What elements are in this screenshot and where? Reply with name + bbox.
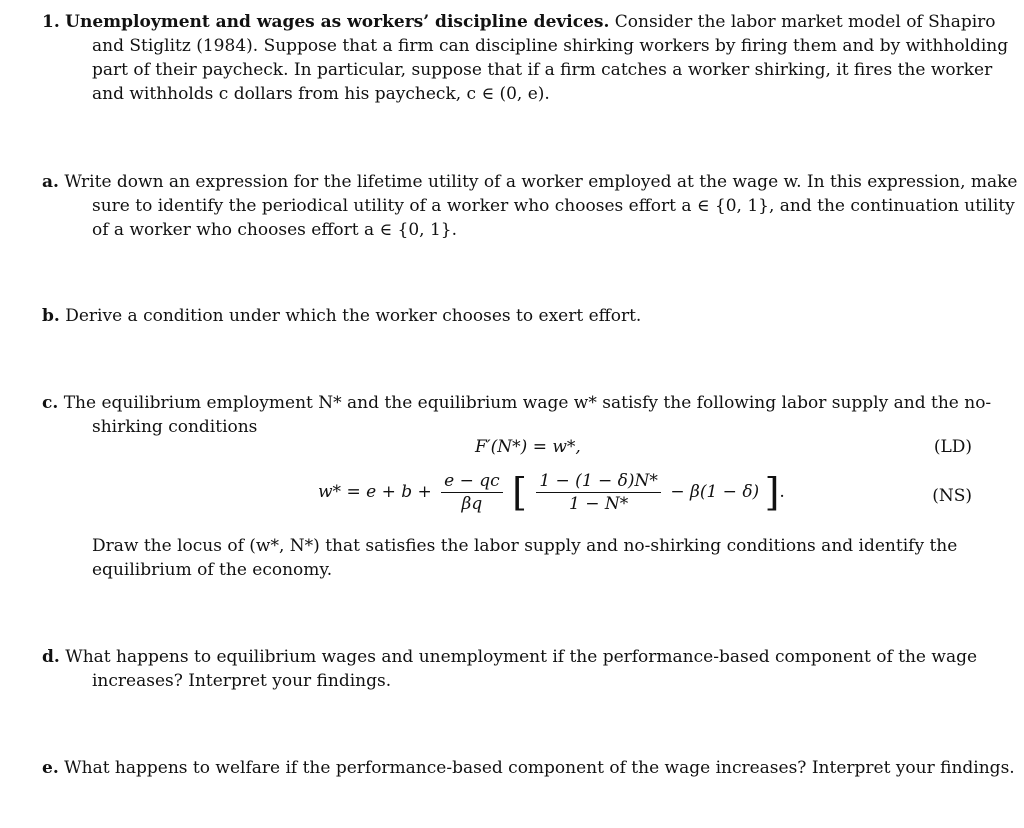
part-c <box>42 391 1024 439</box>
equation-ld-body: F′(N*) = w*, <box>475 437 581 457</box>
part-b-text: Derive a condition under which the worker chooses to exert effort. <box>65 306 642 326</box>
part-c-text: The equilibrium employment N* and the equilibrium wage w* satisfy the following labor supply and the no-shirking conditions <box>63 393 992 437</box>
part-b <box>42 304 1024 328</box>
part-d-text: What happens to equilibrium wages and unemployment if the performance-based component of the wage increases? Interpret your findings. <box>65 647 978 691</box>
part-e-text: What happens to welfare if the performance-based component of the wage increases? Interpret your findings. <box>64 758 1015 778</box>
equation-ns <box>318 470 785 515</box>
equation-ns-tag: (NS) <box>932 486 972 506</box>
question-number: 1. <box>42 12 60 32</box>
equation-ld-tag: (LD) <box>933 437 972 457</box>
part-c-after-text: Draw the locus of (w*, N*) that satisfies the labor supply and no-shirking conditions and identify the equilibrium of the economy. <box>92 536 958 580</box>
equation-ns-fraction-1 <box>441 470 503 515</box>
part-d <box>42 645 1024 693</box>
equation-ns-end: . <box>779 482 785 502</box>
part-a-label: a. <box>42 172 59 192</box>
part-e <box>42 756 1024 780</box>
equation-ns-tail: − β(1 − δ) <box>670 482 760 502</box>
part-c-label: c. <box>42 393 59 413</box>
question-1 <box>42 10 1024 106</box>
fraction-2-numerator: 1 − (1 − δ)N* <box>536 470 661 493</box>
question-title: Unemployment and wages as workers’ discipline devices. <box>65 12 610 32</box>
right-bracket: ] <box>764 470 780 515</box>
part-d-label: d. <box>42 647 60 667</box>
fraction-1-denominator: βq <box>461 494 483 514</box>
left-bracket: [ <box>512 470 527 515</box>
equation-ns-fraction-2 <box>536 470 661 515</box>
part-a <box>42 170 1024 242</box>
fraction-2-denominator: 1 − N* <box>569 494 629 514</box>
part-c-after <box>92 534 977 582</box>
equation-ld <box>475 437 581 457</box>
part-e-label: e. <box>42 758 59 778</box>
part-b-label: b. <box>42 306 60 326</box>
part-a-text: Write down an expression for the lifetime utility of a worker employed at the wage w. In this expression, make sure to identify the periodical utility of a worker who chooses effort a ∈ {0, 1}, and the continuation utility of a worker who chooses effort a ∈ {0, 1}. <box>64 172 1018 240</box>
fraction-1-numerator: e − qc <box>441 470 503 493</box>
question-body: Consider the labor market model of Shapiro and Stiglitz (1984). Suppose that a firm can discipline shirking workers by firing them and by withholding part of their paycheck. In particular, suppose that if a firm catches a worker shirking, it fires the worker and withholds c dollars from his paycheck, c ∈ (0, e). <box>92 12 1009 104</box>
equation-ns-lhs: w* = e + b + <box>318 482 432 502</box>
